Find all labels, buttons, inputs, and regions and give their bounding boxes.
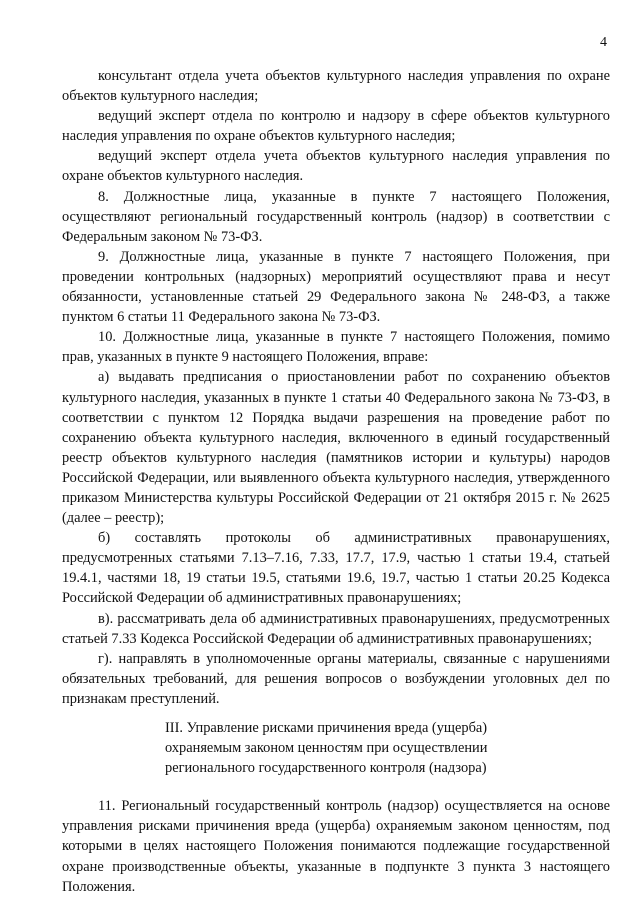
paragraph-item-10: 10. Должностные лица, указанные в пункте 7 настоящего Положения, помимо прав, указанных в пункте 9 настоящего Положения, вправе: (62, 329, 610, 366)
paragraph-item-10a: а) выдавать предписания о приостановлении работ по сохранению объектов культурного наследия, указанных в пункте 1 статьи 40 Федерального закона № 73-ФЗ, в соответствии с пунктом 12 Порядка выдачи разрешения на проведение работ по сохранению объекта культурного наследия, включенного в единый государственный реестр объектов культурного наследия (памятников истории и культуры) народов Российской Федерации, или выявленного объекта культурного наследия, утвержденного приказом Министерства культуры Российской Федерации от 21 октября 2015 г. № 2625 (далее – реестр); (62, 369, 610, 527)
section-heading-line: III. Управление рисками причинения вреда (ущерба) (165, 720, 488, 736)
page-number: 4 (600, 35, 607, 50)
paragraph-item-10v: в). рассматривать дела об административных правонарушениях, предусмотренных статьей 7.33 Кодекса Российской Федерации об административных правонарушениях; (62, 610, 610, 647)
paragraph-item-11: 11. Региональный государственный контроль (надзор) осуществляется на основе управления рисками причинения вреда (ущерба) охраняемым законом ценностям, под которыми в целях настоящего Положения понимаются подлежащие государственной охране производственные объекты, указанные в подпункте 3 пункта 3 настоящего Положения. (62, 798, 610, 895)
paragraph-item-10b: б) составлять протоколы об административных правонарушениях, предусмотренных статьями 7.13–7.16, 7.33, 17.7, 17.9, частью 1 статьи 19.4, статьей 19.4.1, частями 18, 19 статьи 19.5, статьями 19.6, 19.7, частью 1 статьи 20.25 Кодекса Российской Федерации об административных правонарушениях; (62, 530, 610, 607)
paragraph-item-10g: г). направлять в уполномоченные органы материалы, связанные с нарушениями обязательных требований, для решения вопросов о возбуждении уголовных дел по признакам преступлений. (62, 650, 610, 707)
section-heading (62, 718, 610, 778)
document-body (62, 66, 610, 897)
paragraph-consultant: консультант отдела учета объектов культурного наследия управления по охране объектов культурного наследия; (62, 68, 610, 105)
paragraph-item-9: 9. Должностные лица, указанные в пункте 7 настоящего Положения, при проведении контрольных (надзорных) мероприятий осуществляют права и несут обязанности, установленные статьей 29 Федерального закона № 248-ФЗ, а также пунктом 6 статьи 11 Федерального закона № 73-ФЗ. (62, 248, 610, 326)
section-heading-line: регионального государственного контроля (надзора) (165, 760, 487, 777)
paragraph-lead-expert-accounting: ведущий эксперт отдела учета объектов культурного наследия управления по охране объектов культурного наследия. (62, 148, 610, 185)
paragraph-lead-expert-control: ведущий эксперт отдела по контролю и надзору в сфере объектов культурного наследия управления по охране объектов культурного наследия; (62, 108, 610, 145)
paragraph-item-8: 8. Должностные лица, указанные в пункте 7 настоящего Положения, осуществляют региональный государственный контроль (надзор) в соответствии с Федеральным законом № 73-ФЗ. (62, 188, 610, 245)
section-heading-line: охраняемым законом ценностям при осуществлении (165, 740, 488, 757)
